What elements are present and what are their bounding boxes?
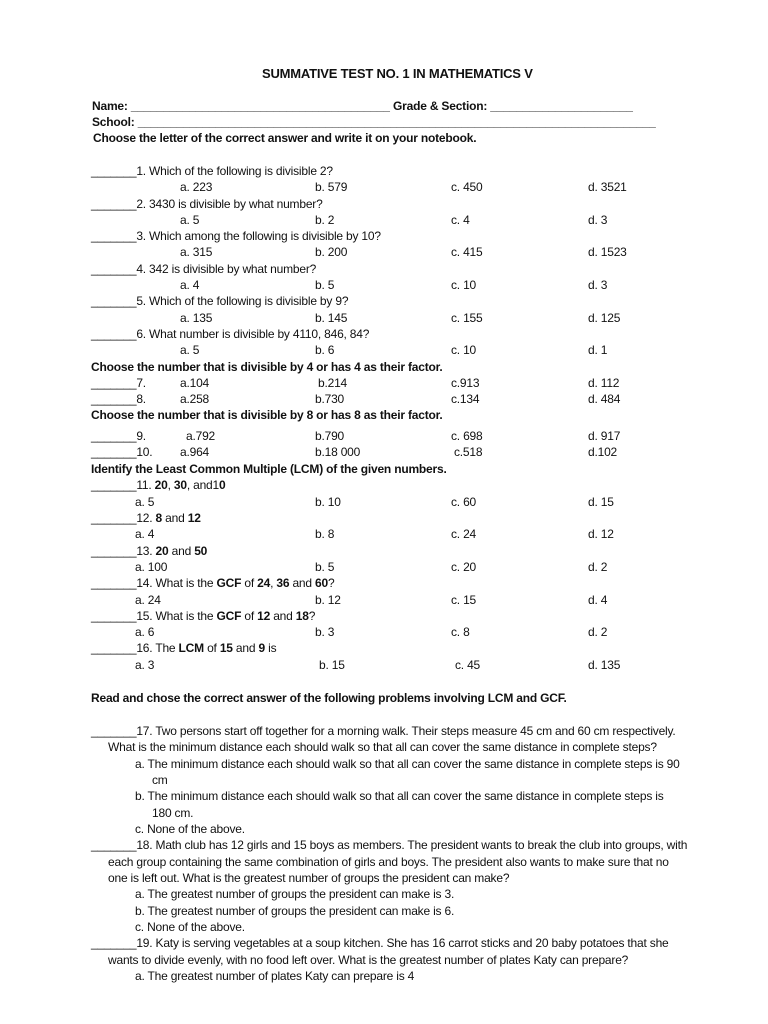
q6-option-c: c. 10 [451, 343, 477, 357]
q16-option-d: d. 135 [588, 658, 621, 672]
q15-option-d: d. 2 [588, 625, 608, 639]
q11-option-a: a. 5 [135, 495, 155, 509]
q3-option-a: a. 315 [180, 245, 213, 259]
q17-option-b: b. The minimum distance each should walk so that all can cover the same distance in complete steps is [135, 789, 664, 803]
q9-option-c: c. 698 [451, 429, 483, 443]
q12-option-d: d. 12 [588, 527, 614, 541]
q7-option-d: d. 112 [588, 376, 620, 390]
q15-option-a: a. 6 [135, 625, 155, 639]
q14-option-d: d. 4 [588, 593, 608, 607]
question-18: _______18. Math club has 12 girls and 15 boys as members. The president wants to break the club into groups, with [91, 838, 688, 852]
q2-option-d: d. 3 [588, 213, 608, 227]
q13-option-d: d. 2 [588, 560, 608, 574]
q12-option-b: b. 8 [315, 527, 335, 541]
q10-option-a: a.964 [180, 445, 210, 459]
q16-option-c: c. 45 [455, 658, 481, 672]
question-10: _______10. [91, 445, 153, 459]
question-16: _______16. The LCM of 15 and 9 is [91, 641, 277, 655]
section-heading-lcm: Identify the Least Common Multiple (LCM) of the given numbers. [91, 462, 447, 476]
question-19: _______19. Katy is serving vegetables at a soup kitchen. She has 16 carrot sticks and 20 baby potatoes that she [91, 936, 669, 950]
q8-option-c: c.134 [451, 392, 480, 406]
page-title: SUMMATIVE TEST NO. 1 IN MATHEMATICS V [262, 66, 533, 81]
q11-option-d: d. 15 [588, 495, 614, 509]
q14-option-c: c. 15 [451, 593, 477, 607]
question-12: _______12. 8 and 12 [91, 511, 201, 525]
q2-option-b: b. 2 [315, 213, 335, 227]
instruction: Choose the letter of the correct answer and write it on your notebook. [93, 131, 477, 145]
question-3: _______3. Which among the following is divisible by 10? [91, 229, 381, 243]
q18-option-c: c. None of the above. [135, 920, 245, 934]
q7-option-b: b.214 [318, 376, 348, 390]
q2-option-a: a. 5 [180, 213, 200, 227]
q5-option-a: a. 135 [180, 311, 213, 325]
question-5: _______5. Which of the following is divisible by 9? [91, 294, 349, 308]
q13-option-a: a. 100 [135, 560, 168, 574]
q1-option-d: d. 3521 [588, 180, 627, 194]
question-8: _______8. [91, 392, 146, 406]
question-11: _______11. 20, 30, and10 [91, 478, 226, 492]
q3-option-d: d. 1523 [588, 245, 627, 259]
question-15: _______15. What is the GCF of 12 and 18? [91, 609, 316, 623]
q17-option-c: c. None of the above. [135, 822, 245, 836]
q7-option-c: c.913 [451, 376, 480, 390]
q14-option-b: b. 12 [315, 593, 341, 607]
q18-option-a: a. The greatest number of groups the president can make is 3. [135, 887, 455, 901]
q10-option-d: d.102 [588, 445, 618, 459]
q12-option-c: c. 24 [451, 527, 477, 541]
section-heading-word-problems: Read and chose the correct answer of the following problems involving LCM and GCF. [91, 691, 567, 705]
q16-option-b: b. 15 [319, 658, 345, 672]
q8-option-a: a.258 [180, 392, 210, 406]
q4-option-b: b. 5 [315, 278, 335, 292]
name-field-line: Name: ________________________________________ [92, 99, 390, 113]
question-18-continued-2: one is left out. What is the greatest number of groups the president can make? [108, 871, 510, 885]
question-1: _______1. Which of the following is divisible 2? [91, 164, 333, 178]
q8-option-b: b.730 [315, 392, 345, 406]
q3-option-b: b. 200 [315, 245, 348, 259]
q2-option-c: c. 4 [451, 213, 470, 227]
question-2: _______2. 3430 is divisible by what number? [91, 197, 323, 211]
q17-option-a-continued: cm [152, 773, 168, 787]
question-17-continued: What is the minimum distance each should walk so that all can cover the same distance in complete steps? [108, 740, 657, 754]
q19-option-a: a. The greatest number of plates Katy can prepare is 4 [135, 969, 415, 983]
q5-option-d: d. 125 [588, 311, 621, 325]
q9-option-b: b.790 [315, 429, 345, 443]
q15-option-c: c. 8 [451, 625, 470, 639]
q9-option-a: a.792 [186, 429, 216, 443]
q8-option-d: d. 484 [588, 392, 621, 406]
school-field-line: School: ________________________________________________________________________________ [92, 115, 656, 129]
q1-option-c: c. 450 [451, 180, 483, 194]
q6-option-d: d. 1 [588, 343, 608, 357]
q15-option-b: b. 3 [315, 625, 335, 639]
question-18-continued-1: each group containing the same combination of girls and boys. The president also wants to make sure that no [108, 855, 669, 869]
question-7: _______7. [91, 376, 146, 390]
q4-option-d: d. 3 [588, 278, 608, 292]
q5-option-b: b. 145 [315, 311, 348, 325]
question-4: _______4. 342 is divisible by what number? [91, 262, 317, 276]
q10-option-b: b.18 000 [315, 445, 361, 459]
q12-option-a: a. 4 [135, 527, 155, 541]
q13-option-b: b. 5 [315, 560, 335, 574]
question-13: _______13. 20 and 50 [91, 544, 208, 558]
q18-option-b: b. The greatest number of groups the president can make is 6. [135, 904, 455, 918]
q6-option-b: b. 6 [315, 343, 335, 357]
q11-option-c: c. 60 [451, 495, 477, 509]
q17-option-b-continued: 180 cm. [152, 806, 194, 820]
section-heading-divisible-by-8: Choose the number that is divisible by 8 or has 8 as their factor. [91, 408, 443, 422]
q13-option-c: c. 20 [451, 560, 477, 574]
q5-option-c: c. 155 [451, 311, 483, 325]
q9-option-d: d. 917 [588, 429, 621, 443]
q6-option-a: a. 5 [180, 343, 200, 357]
q1-option-a: a. 223 [180, 180, 213, 194]
q14-option-a: a. 24 [135, 593, 161, 607]
question-17: _______17. Two persons start off together for a morning walk. Their steps measure 45 cm and 60 cm respectively. [91, 724, 676, 738]
question-14: _______14. What is the GCF of 24, 36 and 60? [91, 576, 335, 590]
q3-option-c: c. 415 [451, 245, 483, 259]
grade-section-field-line: Grade & Section: ______________________ [393, 99, 633, 113]
q10-option-c: c.518 [454, 445, 483, 459]
q11-option-b: b. 10 [315, 495, 341, 509]
q4-option-a: a. 4 [180, 278, 200, 292]
question-9: _______9. [91, 429, 146, 443]
q17-option-a: a. The minimum distance each should walk so that all can cover the same distance in complete steps is 90 [135, 757, 680, 771]
q16-option-a: a. 3 [135, 658, 155, 672]
section-heading-divisible-by-4: Choose the number that is divisible by 4 or has 4 as their factor. [91, 360, 443, 374]
question-19-continued: wants to divide evenly, with no food left over. What is the greatest number of plates Katy can prepare? [108, 953, 629, 967]
q7-option-a: a.104 [180, 376, 210, 390]
question-6: _______6. What number is divisible by 4110, 846, 84? [91, 327, 370, 341]
q1-option-b: b. 579 [315, 180, 348, 194]
q4-option-c: c. 10 [451, 278, 477, 292]
